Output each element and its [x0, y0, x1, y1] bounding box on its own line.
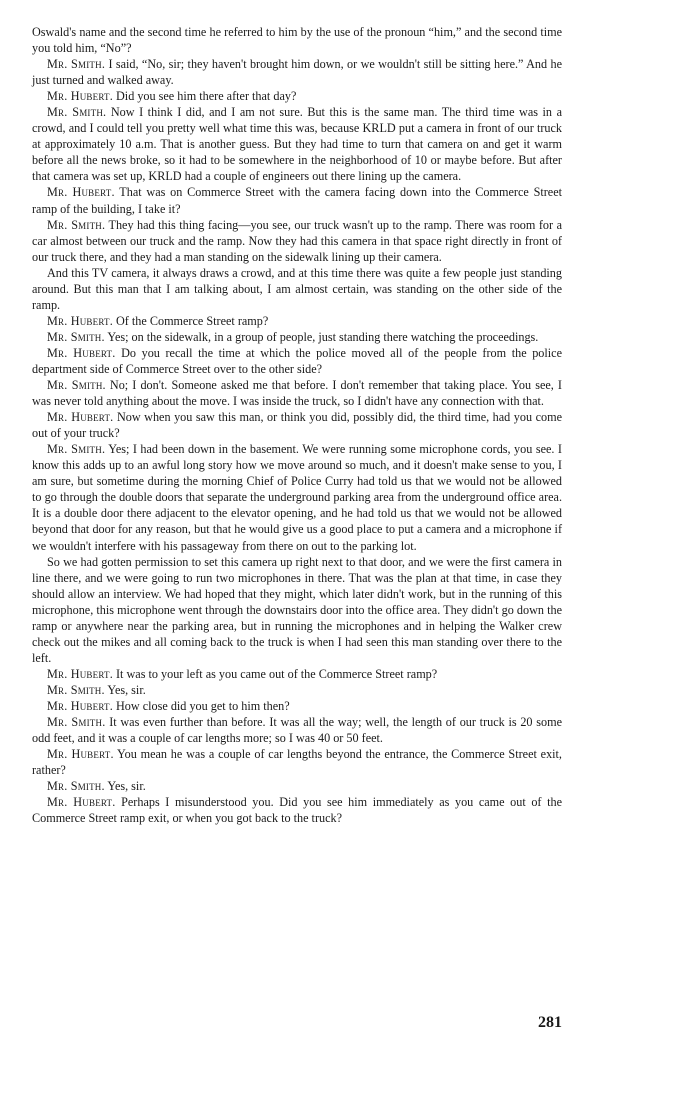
paragraph-text: And this TV camera, it always draws a crowd, and at this time there was quite a few people just standing around. But this man that I am talking about, I am almost certain, was standing on the other side of the ramp.: [32, 265, 562, 312]
speaker-label: Mr. Smith.: [47, 105, 107, 120]
paragraph-text: Now when you saw this man, or think you did, possibly did, the third time, had you come out of your truck?: [32, 410, 562, 441]
paragraph: [32, 184, 562, 216]
paragraph-text: I said, “No, sir; they haven't brought him down, or we wouldn't still be sitting here.” And he just turned and walked away.: [32, 57, 562, 88]
paragraph-text: That was on Commerce Street with the camera facing down into the Commerce Street ramp of the building, I take it?: [32, 185, 562, 216]
paragraph: [32, 666, 562, 682]
paragraph: [32, 554, 562, 666]
paragraph-text: How close did you get to him then?: [112, 698, 290, 713]
speaker-label: Mr. Hubert.: [47, 345, 116, 360]
paragraph-text: Yes, sir.: [104, 779, 146, 794]
paragraph: [32, 698, 562, 714]
paragraph: [32, 345, 562, 377]
speaker-label: Mr. Smith.: [47, 682, 105, 697]
paragraph: [32, 377, 562, 409]
speaker-label: Mr. Hubert.: [47, 747, 114, 762]
speaker-label: Mr. Smith.: [47, 715, 106, 730]
paragraph: [32, 104, 562, 184]
paragraph: [32, 217, 562, 265]
speaker-label: Mr. Smith.: [47, 442, 106, 457]
paragraph-text: No; I don't. Someone asked me that before. I don't remember that taking place. You see, I was never told anything about the move. I was inside the truck, so I didn't have any connection with that.: [32, 378, 562, 409]
speaker-label: Mr. Hubert.: [47, 698, 113, 713]
paragraph-text: Yes; I had been down in the basement. We were running some microphone cords, you see. I know this adds up to an awful long story how we move around so much, and it doesn't make sense to you, I am sure, but sometime during the morning Chief of Police Curry had told us that we would not be allowed to go through the double doors that separate the underground parking area from the underground office area. It is a double door there adjacent to the elevator opening, and he had told us that we would not be allowed beyond that door for any reason, but that he would give us a good place to put a camera and a microphone if we wouldn't interfere with his passageway from there on out to the parking lot.: [32, 442, 562, 553]
paragraph-text: They had this thing facing—you see, our truck wasn't up to the ramp. There was room for a car almost between our truck and the ramp. Now they had this camera in that space right directly in front of our truck there, and they had a man standing on the sidewalk lining up their camera.: [32, 217, 562, 264]
speaker-label: Mr. Hubert.: [47, 313, 113, 328]
paragraph-text: Now I think I did, and I am not sure. But this is the same man. The third time was in a crowd, and I could tell you pretty well what time this was, because KRLD put a camera in front of our truck at approximately 10 a.m. That is another guess. But they had time to turn that camera on and get it warm before all the news broke, so it had to be somewhere in the neighborhood of 10 or maybe before. But after that camera was set up, KRLD had a couple of engineers out there lining up the camera.: [32, 105, 562, 184]
paragraph: [32, 409, 562, 441]
page-number: 281: [538, 1014, 562, 1031]
paragraph: [32, 778, 562, 794]
speaker-label: Mr. Hubert.: [47, 795, 116, 810]
paragraph: [32, 441, 562, 553]
paragraph-text: So we had gotten permission to set this camera up right next to that door, and we were the first camera in line there, and we were going to run two microphones in there. That was the plan at that time, in case they should allow an interview. We had hoped that they might, which later didn't work, but in the running of this microphone, this microphone went through the downstairs door into the office area. They didn't go down the ramp or anywhere near the parking area, but in running the microphones and in helping the Walker crew check out the mikes and all coming back to the truck is when I had seen this man standing over there to the left.: [32, 554, 562, 665]
speaker-label: Mr. Hubert.: [47, 89, 113, 104]
paragraph: [32, 24, 562, 56]
testimony-text: [32, 24, 562, 826]
paragraph: [32, 88, 562, 104]
speaker-label: Mr. Smith.: [47, 779, 105, 794]
paragraph-text: You mean he was a couple of car lengths beyond the entrance, the Commerce Street exit, rather?: [32, 747, 562, 778]
speaker-label: Mr. Smith.: [47, 57, 106, 72]
paragraph: [32, 682, 562, 698]
speaker-label: Mr. Smith.: [47, 329, 105, 344]
paragraph-text: It was even further than before. It was all the way; well, the length of our truck is 20 some odd feet, and it was a couple of car lengths more; so I was 40 or 50 feet.: [32, 715, 562, 746]
paragraph-text: Do you recall the time at which the police moved all of the people from the police department side of Commerce Street over to the other side?: [32, 345, 562, 376]
paragraph: [32, 714, 562, 746]
paragraph-text: Did you see him there after that day?: [112, 89, 297, 104]
speaker-label: Mr. Smith.: [47, 378, 106, 393]
speaker-label: Mr. Hubert.: [47, 666, 113, 681]
paragraph-text: Yes; on the sidewalk, in a group of people, just standing there watching the proceedings.: [104, 329, 539, 344]
paragraph: [32, 56, 562, 88]
paragraph-text: Of the Commerce Street ramp?: [112, 313, 269, 328]
paragraph: [32, 329, 562, 345]
paragraph: [32, 746, 562, 778]
speaker-label: Mr. Smith.: [47, 217, 106, 232]
paragraph: [32, 794, 562, 826]
paragraph: [32, 313, 562, 329]
paragraph: [32, 265, 562, 313]
speaker-label: Mr. Hubert.: [47, 410, 114, 425]
paragraph-text: Perhaps I misunderstood you. Did you see him immediately as you came out of the Commerce Street ramp exit, or when you got back to the truck?: [32, 795, 562, 826]
paragraph-text: Yes, sir.: [104, 682, 146, 697]
speaker-label: Mr. Hubert.: [47, 185, 115, 200]
paragraph-text: Oswald's name and the second time he referred to him by the use of the pronoun “him,” and the second time you told him, “No”?: [32, 25, 562, 56]
paragraph-text: It was to your left as you came out of the Commerce Street ramp?: [112, 666, 438, 681]
